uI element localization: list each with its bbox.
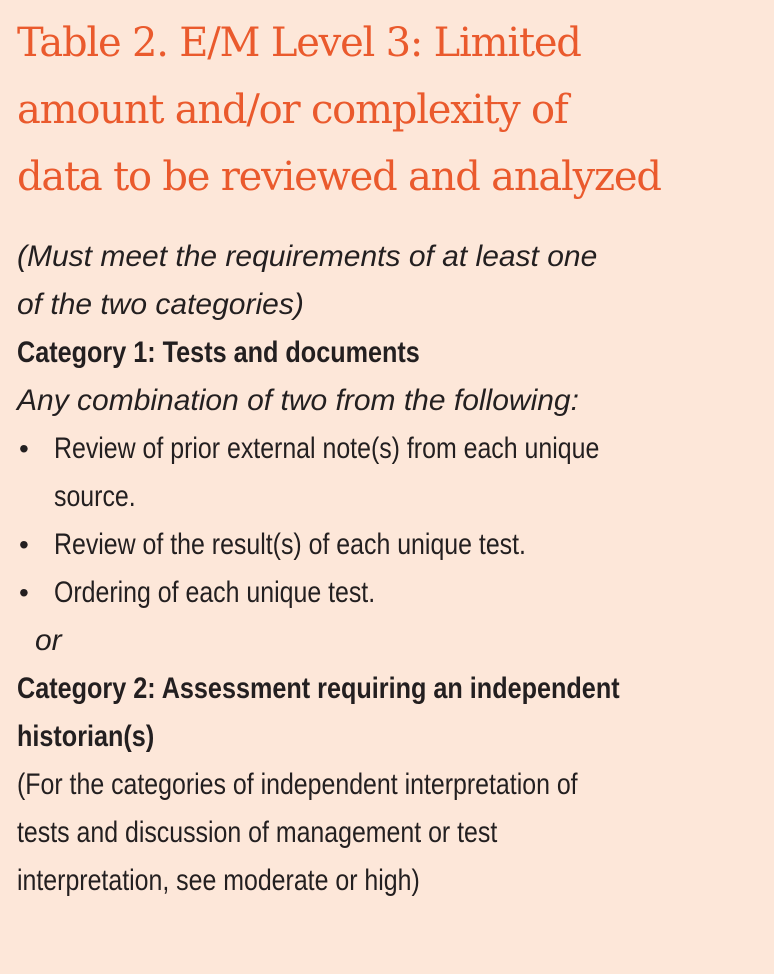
table-title-line-1: Table 2. E/M Level 3: Limited (17, 20, 581, 66)
list-item-line-1: Review of the result(s) of each unique test. (54, 528, 526, 561)
category-1-heading-text: Category 1: Tests and documents (17, 336, 420, 369)
table-title-line-2: amount and/or complexity of (17, 87, 568, 133)
category-2-note-line-2: tests and discussion of management or test (17, 816, 498, 849)
list-item-line-1: Review of prior external note(s) from each unique (54, 432, 600, 465)
category-1-instruction: Any combination of two from the following: (17, 384, 579, 417)
table-title (17, 10, 767, 211)
bullet-icon: • (19, 433, 29, 464)
intro-line-1: (Must meet the requirements of at least one (17, 240, 598, 273)
table-body (17, 233, 767, 905)
category-2-heading-line-2 (17, 713, 767, 761)
category-1-list (17, 425, 767, 617)
category-2-note-line-1: (For the categories of independent interpretation of (17, 768, 578, 801)
list-item (17, 521, 767, 569)
intro-line-2: of the two categories) (17, 288, 304, 321)
list-item (17, 569, 767, 617)
or-separator: or (35, 624, 62, 657)
category-2-heading-text-2: historian(s) (17, 720, 155, 753)
bullet-icon: • (19, 577, 29, 608)
list-item-line-1: Ordering of each unique test. (54, 576, 376, 609)
category-2-note-line-3: interpretation, see moderate or high) (17, 864, 420, 897)
table-title-line-3: data to be reviewed and analyzed (17, 154, 661, 200)
category-2-heading-line-1 (17, 665, 767, 713)
bullet-icon: • (19, 529, 29, 560)
category-2-heading-text-1: Category 2: Assessment requiring an independent (17, 672, 620, 705)
list-item-line-2: source. (54, 480, 136, 513)
list-item (17, 425, 767, 521)
category-1-heading (17, 329, 767, 377)
